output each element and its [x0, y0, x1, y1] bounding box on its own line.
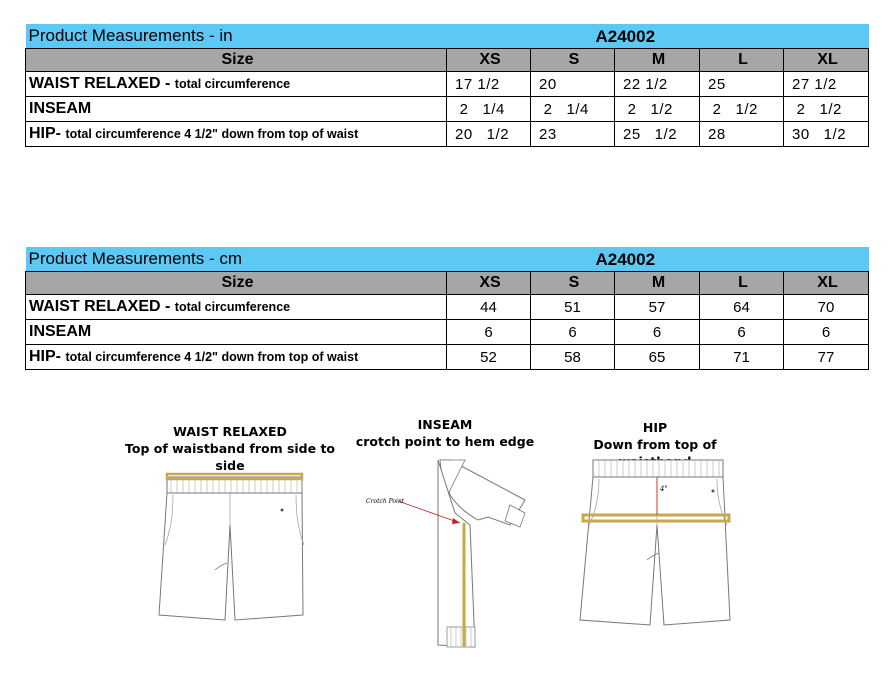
cell-value: 6	[784, 320, 869, 345]
cell-value: 30 1/2	[784, 122, 869, 147]
cell-value: 57	[615, 295, 700, 320]
table-title-row	[26, 247, 869, 272]
cell-value: 6	[447, 320, 531, 345]
row-label-detail: total circumference	[174, 77, 291, 91]
row-label-main: INSEAM	[29, 100, 92, 117]
cell-value: 20 1/2	[447, 122, 531, 147]
table-row-hip	[26, 122, 869, 147]
cell-value: 6	[531, 320, 615, 345]
table-row-waist	[26, 72, 869, 97]
row-label-detail: total circumference 4 1/2" down from top of waist	[65, 127, 359, 141]
row-label	[26, 72, 447, 97]
size-header-row	[26, 49, 869, 72]
hip-diagram-title: HIP	[642, 420, 668, 435]
size-header-row	[26, 272, 869, 295]
inseam-diagram-title: INSEAM	[417, 417, 473, 432]
crotch-point-label: Crotch Point	[366, 498, 405, 505]
cell-value: 65	[615, 345, 700, 370]
inseam-diagram-caption	[355, 416, 535, 450]
row-label-main: WAIST RELAXED -	[29, 298, 175, 315]
hip-diagram-subtitle: Down from top of	[593, 437, 717, 452]
row-label-main: HIP-	[29, 125, 66, 142]
cell-value: 52	[447, 345, 531, 370]
cell-value: 44	[447, 295, 531, 320]
size-xl: XL	[784, 49, 869, 72]
row-label	[26, 122, 447, 147]
cell-value: 2 1/2	[615, 97, 700, 122]
row-label	[26, 295, 447, 320]
size-m: M	[615, 272, 700, 295]
table-title-row	[26, 24, 869, 49]
cell-value: 2 1/4	[531, 97, 615, 122]
size-s: S	[531, 49, 615, 72]
inseam-diagram-subtitle: crotch point to hem edge	[355, 434, 535, 449]
style-code: A24002	[595, 250, 656, 269]
row-label-detail: total circumference	[174, 300, 291, 314]
cell-value: 20	[531, 72, 615, 97]
row-label-main: WAIST RELAXED -	[29, 75, 175, 92]
table-row-inseam	[26, 97, 869, 122]
cell-value: 28	[700, 122, 784, 147]
cell-value: 71	[700, 345, 784, 370]
cell-value: 2 1/4	[447, 97, 531, 122]
measurements-table-cm	[25, 247, 869, 370]
table-row-hip	[26, 345, 869, 370]
style-code: A24002	[595, 27, 656, 46]
cell-value: 70	[784, 295, 869, 320]
cell-value: 22 1/2	[615, 72, 700, 97]
size-xl: XL	[784, 272, 869, 295]
measurements-table-in	[25, 24, 869, 147]
cell-value: 6	[700, 320, 784, 345]
shorts-hip-illustration	[575, 455, 735, 640]
pants-inseam-illustration	[360, 455, 540, 655]
row-label	[26, 345, 447, 370]
cell-value: 64	[700, 295, 784, 320]
cell-value: 2 1/2	[700, 97, 784, 122]
row-label	[26, 320, 447, 345]
table-title: Product Measurements - in	[26, 24, 615, 49]
size-l: L	[700, 49, 784, 72]
size-l: L	[700, 272, 784, 295]
cell-value: 6	[615, 320, 700, 345]
shorts-waist-illustration	[155, 465, 315, 640]
cell-value: 25 1/2	[615, 122, 700, 147]
cell-value: 23	[531, 122, 615, 147]
waist-diagram-subtitle: Top of waistband from side to side	[124, 441, 336, 473]
cell-value: 25	[700, 72, 784, 97]
cell-value: 77	[784, 345, 869, 370]
row-label-detail: total circumference 4 1/2" down from top of waist	[65, 350, 359, 364]
size-xs: XS	[447, 272, 531, 295]
cell-value: 17 1/2	[447, 72, 531, 97]
drop-measure-label: 4"	[660, 485, 668, 493]
row-label-main: HIP-	[29, 348, 66, 365]
row-label	[26, 97, 447, 122]
cell-value: 51	[531, 295, 615, 320]
cell-value: 58	[531, 345, 615, 370]
cell-value: 27 1/2	[784, 72, 869, 97]
waist-diagram-title: WAIST RELAXED	[173, 424, 287, 439]
table-row-inseam	[26, 320, 869, 345]
size-header: Size	[26, 272, 447, 295]
size-xs: XS	[447, 49, 531, 72]
row-label-main: INSEAM	[29, 323, 92, 340]
size-m: M	[615, 49, 700, 72]
table-row-waist	[26, 295, 869, 320]
size-header: Size	[26, 49, 447, 72]
table-title: Product Measurements - cm	[26, 247, 615, 272]
size-s: S	[531, 272, 615, 295]
cell-value: 2 1/2	[784, 97, 869, 122]
